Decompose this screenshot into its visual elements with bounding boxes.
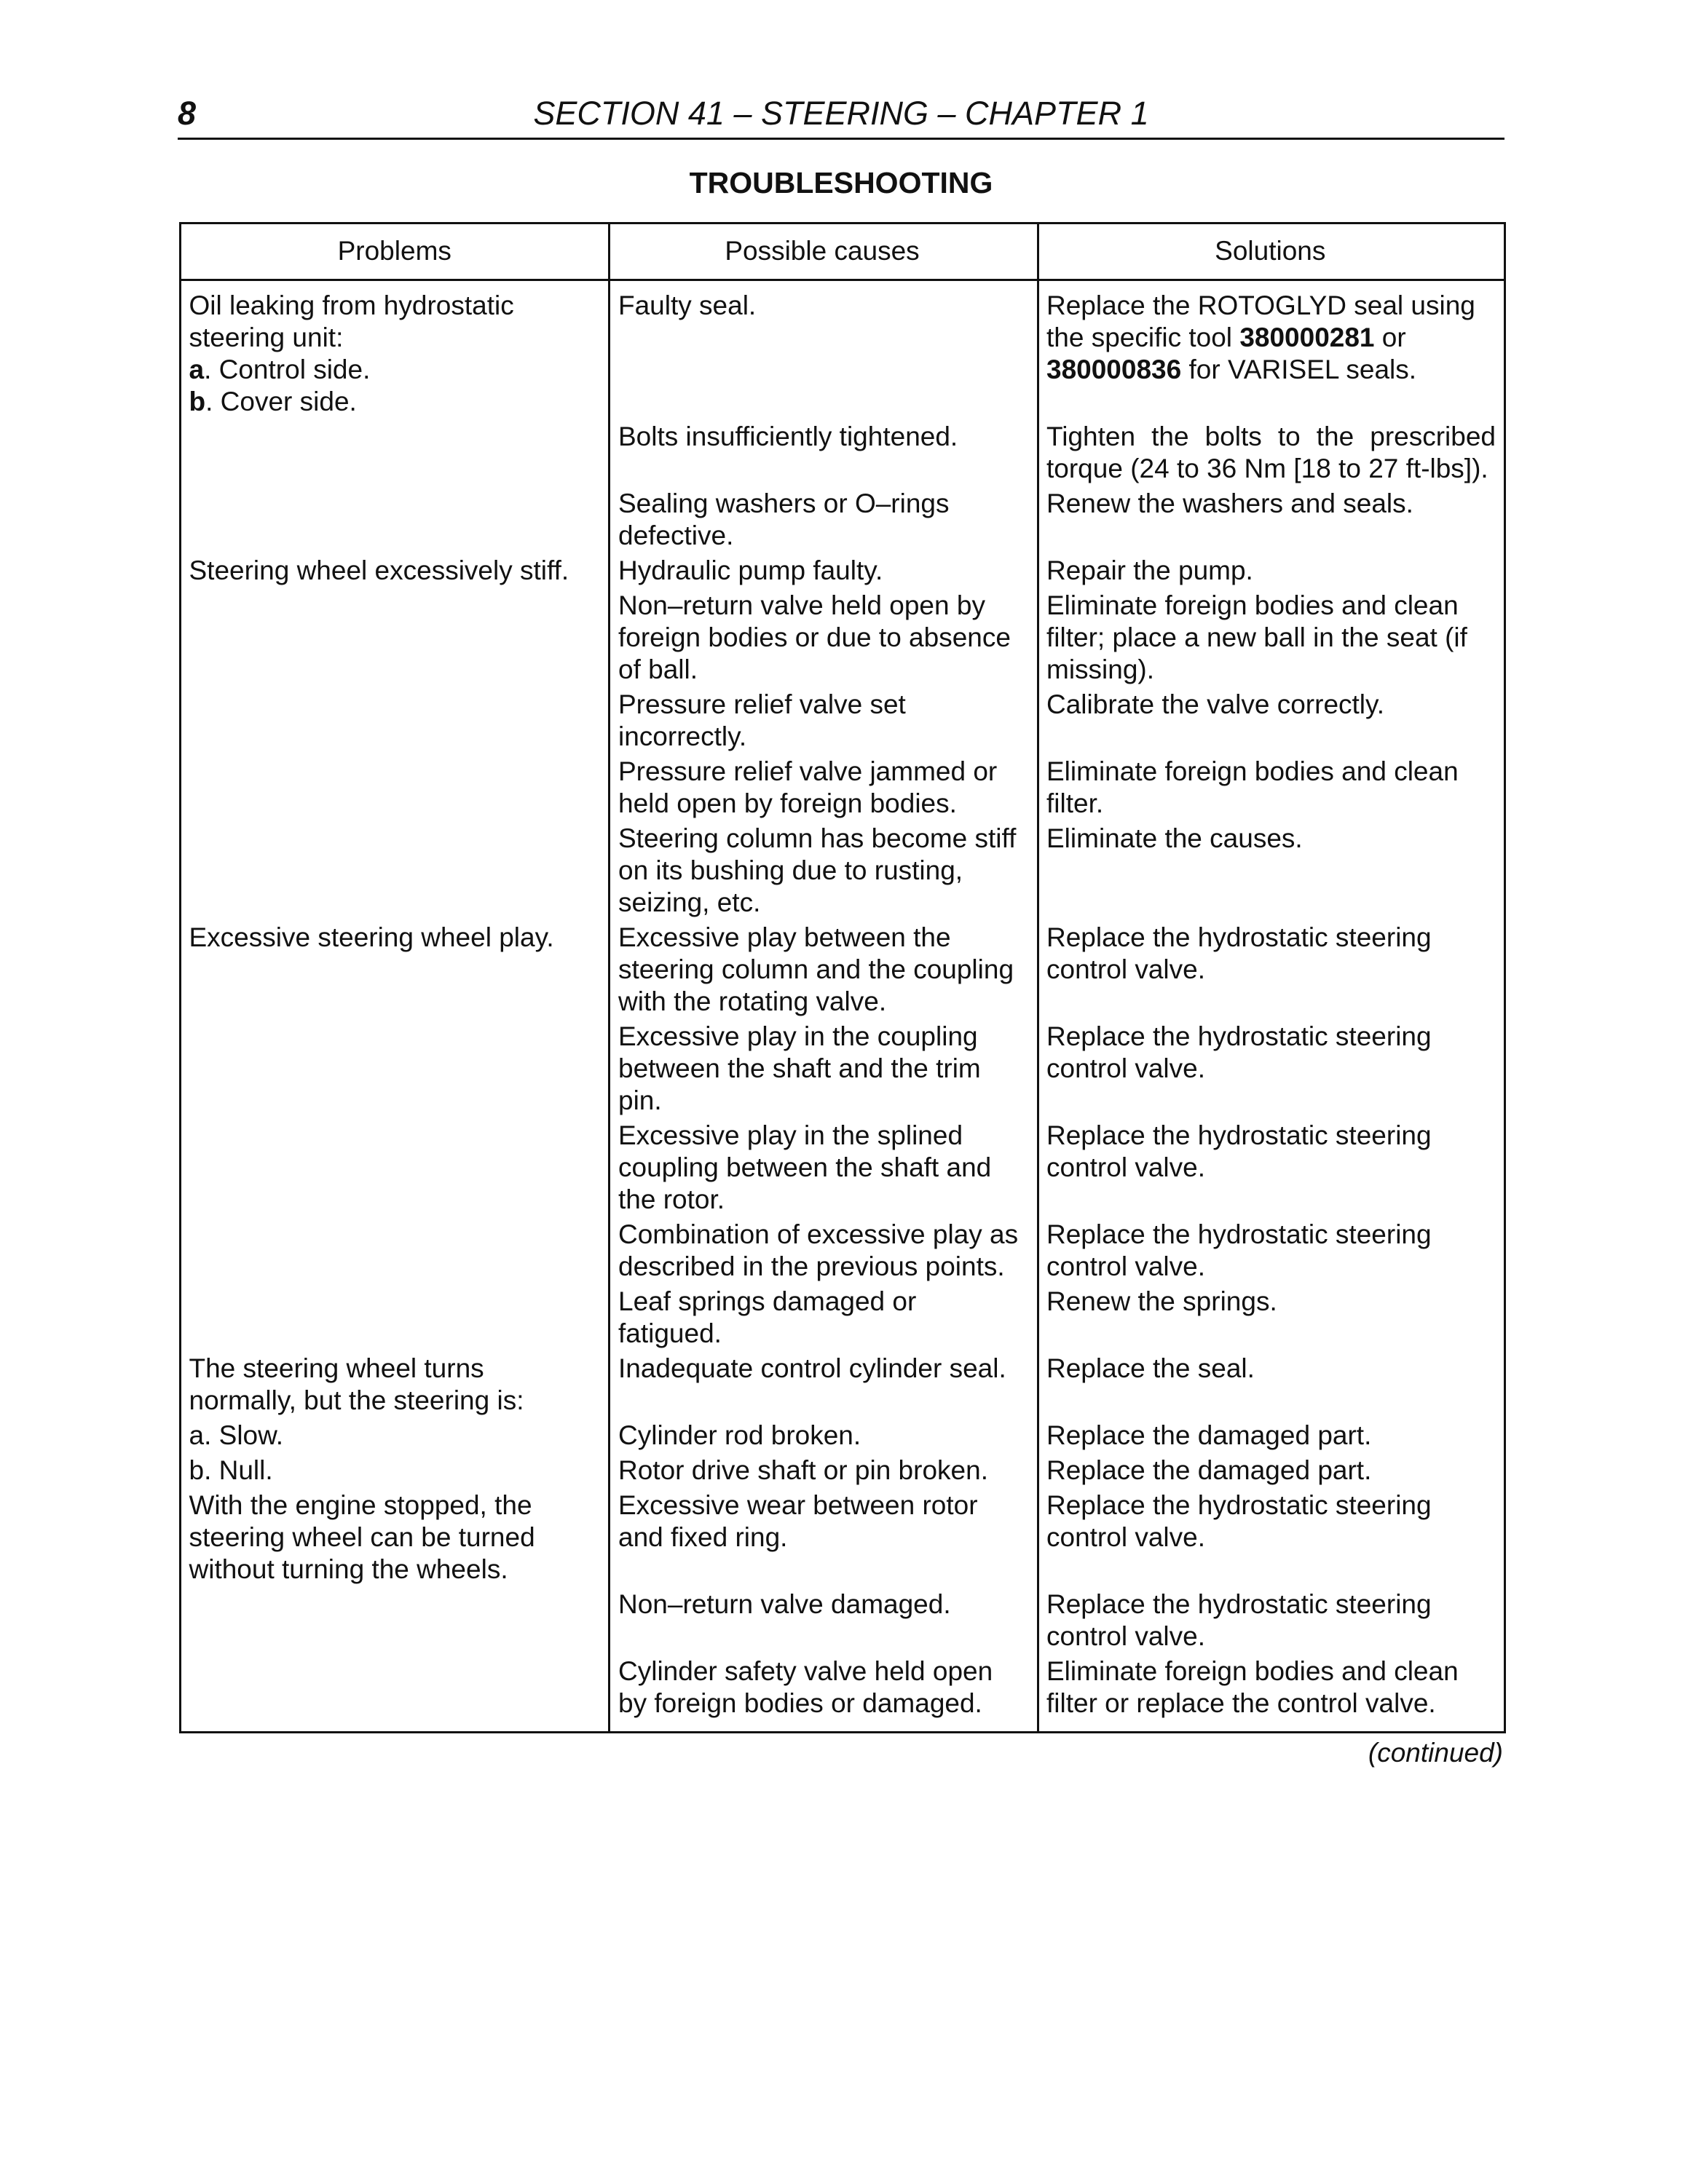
- solution-cell: [1037, 1588, 1504, 1653]
- cell-line: Repair the pump.: [1046, 555, 1253, 585]
- cell-line: Excessive play in the splined: [618, 1120, 963, 1150]
- problem-cell: [181, 1219, 608, 1283]
- solution-cell: [1037, 1420, 1504, 1452]
- cell-line: [1046, 354, 1496, 386]
- cell-line: Calibrate the valve correctly.: [1046, 689, 1385, 719]
- cause-cell: [608, 1489, 1037, 1586]
- cell-line: defective.: [618, 521, 734, 550]
- cell-line: Oil leaking from hydrostatic: [189, 290, 514, 320]
- problem-cell: [181, 1655, 608, 1720]
- page-number: 8: [178, 95, 197, 132]
- cell-line: filter.: [1046, 788, 1104, 818]
- table-row: [181, 823, 1504, 919]
- problem-cell: [181, 689, 608, 753]
- solution-cell: [1037, 1353, 1504, 1417]
- table-body: [181, 281, 1504, 1731]
- cell-line: torque (24 to 36 Nm [18 to 27 ft-lbs]).: [1046, 454, 1488, 483]
- section-title: SECTION 41 – STEERING – CHAPTER 1: [533, 95, 1149, 132]
- cause-cell: [608, 1655, 1037, 1720]
- cell-line: between the shaft and the trim: [618, 1053, 981, 1083]
- problem-cell: [181, 1120, 608, 1216]
- cell-line: control valve.: [1046, 1251, 1205, 1281]
- cell-line: Cylinder rod broken.: [618, 1420, 861, 1450]
- cell-line: Steering wheel excessively stiff.: [189, 555, 569, 585]
- cell-line: Replace the hydrostatic steering: [1046, 1219, 1432, 1249]
- cell-line: Eliminate foreign bodies and clean: [1046, 756, 1459, 786]
- table-row: [181, 922, 1504, 1018]
- cause-cell: [608, 1286, 1037, 1350]
- cause-cell: [608, 1420, 1037, 1452]
- bold-text: b: [189, 387, 206, 416]
- table-row: [181, 1455, 1504, 1487]
- cause-cell: [608, 1219, 1037, 1283]
- solution-cell: [1037, 290, 1504, 418]
- cell-line: [189, 354, 602, 386]
- cell-line: the rotor.: [618, 1184, 725, 1214]
- problem-cell: [181, 590, 608, 686]
- cell-line: [189, 386, 602, 418]
- cell-line: Eliminate foreign bodies and clean: [1046, 590, 1459, 620]
- cell-line: Replace the seal.: [1046, 1353, 1255, 1383]
- cell-line: control valve.: [1046, 954, 1205, 984]
- problem-cell: [181, 823, 608, 919]
- cell-line: Replace the hydrostatic steering: [1046, 1120, 1432, 1150]
- solution-cell: [1037, 555, 1504, 587]
- cause-cell: [608, 421, 1037, 485]
- cell-line: steering column and the coupling: [618, 954, 1014, 984]
- cause-cell: [608, 1588, 1037, 1653]
- problem-cell: [181, 756, 608, 820]
- bold-text: 380000281: [1239, 323, 1375, 352]
- problem-cell: [181, 555, 608, 587]
- problem-cell: [181, 1353, 608, 1417]
- cause-cell: [608, 1353, 1037, 1417]
- table-row: [181, 488, 1504, 552]
- cell-line: Sealing washers or O–rings: [618, 488, 950, 518]
- cell-line: seizing, etc.: [618, 887, 761, 917]
- cell-line: steering unit:: [189, 323, 344, 352]
- cell-line: Renew the springs.: [1046, 1286, 1277, 1316]
- table-row: [181, 756, 1504, 820]
- cell-line: control valve.: [1046, 1522, 1205, 1552]
- column-header-solutions: Solutions: [1215, 235, 1326, 266]
- problem-cell: [181, 1021, 608, 1117]
- cause-cell: [608, 922, 1037, 1018]
- cell-line: Replace the ROTOGLYD seal using: [1046, 290, 1475, 320]
- solution-cell: [1037, 1021, 1504, 1117]
- cell-line: With the engine stopped, the: [189, 1490, 532, 1520]
- bold-text: a: [189, 355, 205, 384]
- cell-line: with the rotating valve.: [618, 986, 887, 1016]
- solution-cell: [1037, 1286, 1504, 1350]
- cell-line: Rotor drive shaft or pin broken.: [618, 1455, 988, 1485]
- cell-line: Hydraulic pump faulty.: [618, 555, 883, 585]
- table-row: [181, 1120, 1504, 1216]
- table-row: [181, 689, 1504, 753]
- cause-cell: [608, 823, 1037, 919]
- table-row: [181, 290, 1504, 418]
- cause-cell: [608, 555, 1037, 587]
- cell-line: filter; place a new ball in the seat (if: [1046, 622, 1467, 652]
- solution-cell: [1037, 756, 1504, 820]
- solution-cell: [1037, 1655, 1504, 1720]
- problem-cell: [181, 290, 608, 418]
- page-heading: TROUBLESHOOTING: [689, 166, 993, 199]
- cell-line: Pressure relief valve jammed or: [618, 756, 998, 786]
- cell-line: Replace the damaged part.: [1046, 1455, 1372, 1485]
- cell-line: coupling between the shaft and: [618, 1152, 992, 1182]
- table-row: [181, 1420, 1504, 1452]
- table-row: [181, 1286, 1504, 1350]
- cause-cell: [608, 756, 1037, 820]
- solution-cell: [1037, 689, 1504, 753]
- cell-line: Non–return valve damaged.: [618, 1589, 951, 1619]
- bold-text: 380000836: [1046, 355, 1182, 384]
- cell-line: of ball.: [618, 654, 698, 684]
- cell-line: Pressure relief valve set: [618, 689, 906, 719]
- problem-cell: [181, 421, 608, 485]
- table-row: [181, 590, 1504, 686]
- cell-line: Eliminate foreign bodies and clean: [1046, 1656, 1459, 1686]
- table-row: [181, 1655, 1504, 1720]
- table-header-row: [181, 224, 1504, 281]
- cell-line: b. Null.: [189, 1455, 273, 1485]
- table-row: [181, 1489, 1504, 1586]
- cell-line: Inadequate control cylinder seal.: [618, 1353, 1006, 1383]
- column-header-problems: Problems: [337, 235, 451, 266]
- cell-line: Excessive play in the coupling: [618, 1021, 978, 1051]
- column-header-possible-causes: Possible causes: [725, 235, 920, 266]
- solution-cell: [1037, 488, 1504, 552]
- cell-line: Renew the washers and seals.: [1046, 488, 1413, 518]
- column-divider: [608, 224, 610, 1731]
- text-segment: . Control side.: [204, 355, 371, 384]
- cause-cell: [608, 689, 1037, 753]
- text-segment: the specific tool: [1046, 323, 1240, 352]
- cell-line: pin.: [618, 1085, 662, 1115]
- cell-line: foreign bodies or due to absence: [618, 622, 1011, 652]
- table-row: [181, 1021, 1504, 1117]
- solution-cell: [1037, 590, 1504, 686]
- cell-line: held open by foreign bodies.: [618, 788, 957, 818]
- cell-line: Excessive wear between rotor: [618, 1490, 978, 1520]
- cell-line: control valve.: [1046, 1621, 1205, 1651]
- problem-cell: [181, 922, 608, 1018]
- cell-line: Eliminate the causes.: [1046, 823, 1303, 853]
- cell-line: incorrectly.: [618, 721, 747, 751]
- cell-line: described in the previous points.: [618, 1251, 1005, 1281]
- cell-line: Non–return valve held open by: [618, 590, 985, 620]
- cell-line: Combination of excessive play as: [618, 1219, 1019, 1249]
- cause-cell: [608, 1455, 1037, 1487]
- cell-line: Excessive play between the: [618, 922, 951, 952]
- cell-line: Bolts insufficiently tightened.: [618, 422, 958, 451]
- cell-line: on its bushing due to rusting,: [618, 855, 963, 885]
- problem-cell: [181, 488, 608, 552]
- cell-line: and fixed ring.: [618, 1522, 788, 1552]
- cell-line: Replace the hydrostatic steering: [1046, 1021, 1432, 1051]
- cell-line: fatigued.: [618, 1318, 722, 1348]
- cell-line: Tighten the bolts to the prescribed: [1046, 422, 1496, 451]
- table-row: [181, 1219, 1504, 1283]
- cell-line: Cylinder safety valve held open: [618, 1656, 993, 1686]
- solution-cell: [1037, 823, 1504, 919]
- cell-line: by foreign bodies or damaged.: [618, 1688, 982, 1718]
- solution-cell: [1037, 421, 1504, 485]
- cause-cell: [608, 488, 1037, 552]
- cell-line: filter or replace the control valve.: [1046, 1688, 1436, 1718]
- cell-line: control valve.: [1046, 1152, 1205, 1182]
- table-row: [181, 1353, 1504, 1417]
- cause-cell: [608, 1021, 1037, 1117]
- cause-cell: [608, 590, 1037, 686]
- cause-cell: [608, 290, 1037, 418]
- cell-line: missing).: [1046, 654, 1155, 684]
- solution-cell: [1037, 1489, 1504, 1586]
- header-rule: [178, 138, 1504, 140]
- cell-line: Leaf springs damaged or: [618, 1286, 917, 1316]
- cell-line: Excessive steering wheel play.: [189, 922, 554, 952]
- cell-line: steering wheel can be turned: [189, 1522, 535, 1552]
- cell-line: Faulty seal.: [618, 290, 757, 320]
- solution-cell: [1037, 1219, 1504, 1283]
- cell-line: Replace the hydrostatic steering: [1046, 922, 1432, 952]
- table-row: [181, 421, 1504, 485]
- table-row: [181, 1588, 1504, 1653]
- column-divider: [1037, 224, 1039, 1731]
- cell-line: a. Slow.: [189, 1420, 284, 1450]
- problem-cell: [181, 1286, 608, 1350]
- cell-line: normally, but the steering is:: [189, 1385, 524, 1415]
- problem-cell: [181, 1420, 608, 1452]
- problem-cell: [181, 1588, 608, 1653]
- text-segment: or: [1374, 323, 1406, 352]
- text-segment: . Cover side.: [205, 387, 357, 416]
- problem-cell: [181, 1455, 608, 1487]
- cell-line: Replace the hydrostatic steering: [1046, 1589, 1432, 1619]
- text-segment: for VARISEL seals.: [1181, 355, 1417, 384]
- cell-line: Replace the hydrostatic steering: [1046, 1490, 1432, 1520]
- cell-line: without turning the wheels.: [189, 1554, 508, 1584]
- solution-cell: [1037, 1120, 1504, 1216]
- cell-line: control valve.: [1046, 1053, 1205, 1083]
- solution-cell: [1037, 922, 1504, 1018]
- cell-line: [1046, 322, 1496, 354]
- cause-cell: [608, 1120, 1037, 1216]
- continued-note: (continued): [1368, 1738, 1503, 1768]
- troubleshooting-table: [179, 222, 1506, 1733]
- cell-line: Replace the damaged part.: [1046, 1420, 1372, 1450]
- solution-cell: [1037, 1455, 1504, 1487]
- cell-line: The steering wheel turns: [189, 1353, 484, 1383]
- problem-cell: [181, 1489, 608, 1586]
- cell-line: Steering column has become stiff: [618, 823, 1017, 853]
- table-row: [181, 555, 1504, 587]
